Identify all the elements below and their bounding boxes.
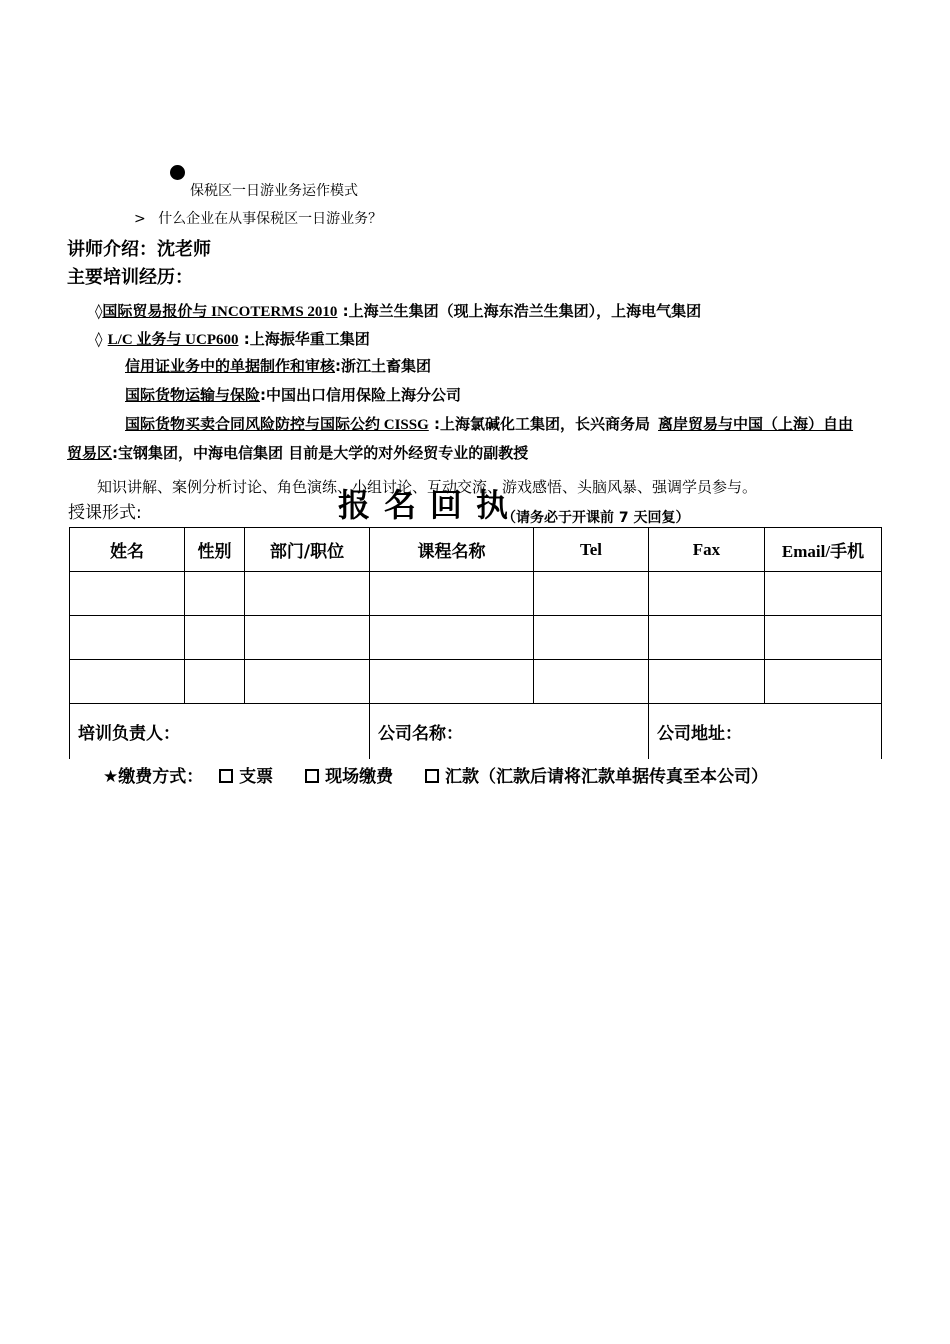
course-clients: 上海兰生集团（现上海东浩兰生集团），上海电气集团 — [348, 302, 702, 320]
table-row — [70, 572, 882, 616]
input-cell[interactable] — [649, 572, 765, 616]
experience-item: 国际货物运输与保险:中国出口信用保险上海分公司 — [125, 386, 462, 404]
input-cell[interactable] — [370, 572, 534, 616]
input-cell[interactable] — [185, 616, 245, 660]
experience-item: 信用证业务中的单据制作和审核:浙江土畜集团 — [125, 357, 432, 375]
input-cell[interactable] — [70, 616, 185, 660]
diamond-icon: ◊ — [95, 302, 103, 320]
registration-table — [69, 527, 882, 759]
method-description: 知识讲解、案例分析讨论、角色演练、小组讨论、互动交流、游戏感悟、头脑风暴、强调学员参与。 — [97, 478, 758, 496]
header-gender: 性别 — [185, 528, 245, 572]
course-clients: 上海振华重工集团 — [249, 330, 370, 348]
diamond-icon: ◊ — [95, 330, 103, 348]
header-email: Email/手机 — [765, 528, 882, 572]
input-cell[interactable] — [649, 660, 765, 704]
course-name: 国际货物买卖合同风险防控与国际公约 CISSG — [125, 417, 429, 433]
payment-method — [103, 762, 768, 787]
experience-heading: 主要培训经历： — [67, 267, 193, 288]
input-cell[interactable] — [534, 616, 649, 660]
course-name: 国际贸易报价与 INCOTERMS 2010 — [102, 304, 338, 320]
company-address-field[interactable]: 公司地址： — [649, 704, 882, 760]
course-name: 国际货物运输与保险 — [125, 386, 261, 404]
course-name: L/C 业务与 UCP600 — [107, 332, 239, 348]
course-clients: 上海氯碱化工集团，长兴商务局 — [440, 415, 651, 433]
course-clients: 中国出口信用保险上海分公司 — [266, 386, 462, 404]
checkbox-icon[interactable] — [219, 769, 233, 783]
input-cell[interactable] — [245, 660, 370, 704]
input-cell[interactable] — [185, 572, 245, 616]
training-contact-field[interactable]: 培训负责人： — [70, 704, 370, 760]
experience-item: ◊ L/C 业务与 UCP600 :上海振华重工集团 — [95, 330, 370, 348]
table-row — [70, 616, 882, 660]
sub-question-text: 什么企业在从事保税区一日游业务？ — [158, 211, 383, 227]
input-cell[interactable] — [245, 616, 370, 660]
bullet-dot — [170, 165, 185, 180]
table-header-row — [70, 528, 882, 572]
experience-item: ◊国际贸易报价与 INCOTERMS 2010 :上海兰生集团（现上海东浩兰生集团），上海电气集团 — [95, 302, 702, 320]
payment-label: ★缴费方式： — [103, 767, 204, 787]
table-footer-row — [70, 704, 882, 760]
input-cell[interactable] — [70, 660, 185, 704]
header-fax: Fax — [649, 528, 765, 572]
course-clients: 浙江土畜集团 — [341, 357, 432, 375]
input-cell[interactable] — [765, 616, 882, 660]
header-name: 姓名 — [70, 528, 185, 572]
form-title: 报名回执 — [338, 486, 523, 524]
header-course: 课程名称 — [370, 528, 534, 572]
header-dept: 部门/职位 — [245, 528, 370, 572]
course-name: 信用证业务中的单据制作和审核 — [125, 357, 336, 375]
arrow-marker-icon: > — [134, 211, 146, 227]
lecturer-intro: 讲师介绍：沈老师 — [67, 239, 211, 260]
table-row — [70, 660, 882, 704]
input-cell[interactable] — [649, 616, 765, 660]
experience-item-cont: 贸易区:宝钢集团，中海电信集团 目前是大学的对外经贸专业的副教授 — [67, 444, 529, 462]
input-cell[interactable] — [185, 660, 245, 704]
company-name-field[interactable]: 公司名称： — [370, 704, 649, 760]
course-name-2: 离岸贸易与中国（上海）自由 — [658, 415, 854, 433]
input-cell[interactable] — [765, 660, 882, 704]
method-label: 授课形式: — [68, 503, 142, 523]
checkbox-icon[interactable] — [425, 769, 439, 783]
input-cell[interactable] — [765, 572, 882, 616]
input-cell[interactable] — [70, 572, 185, 616]
input-cell[interactable] — [534, 660, 649, 704]
course-name-2-cont: 贸易区 — [67, 444, 113, 462]
payment-option-onsite[interactable]: 现场缴费 — [305, 767, 393, 787]
payment-option-transfer[interactable]: 汇款（汇款后请将汇款单据传真至本公司） — [425, 767, 768, 787]
experience-item: 国际货物买卖合同风险防控与国际公约 CISSG :上海氯碱化工集团，长兴商务局 离岸贸易与中国（上海）自由 — [125, 415, 854, 433]
input-cell[interactable] — [370, 616, 534, 660]
sub-question — [134, 208, 382, 228]
bullet-heading: 保税区一日游业务运作模式 — [190, 183, 358, 199]
header-tel: Tel — [534, 528, 649, 572]
input-cell[interactable] — [245, 572, 370, 616]
input-cell[interactable] — [370, 660, 534, 704]
input-cell[interactable] — [534, 572, 649, 616]
form-note: （请务必于开课前 7 天回复） — [502, 510, 690, 526]
course-clients-2: 宝钢集团，中海电信集团 目前是大学的对外经贸专业的副教授 — [118, 444, 529, 462]
checkbox-icon[interactable] — [305, 769, 319, 783]
payment-option-check[interactable]: 支票 — [219, 767, 273, 787]
